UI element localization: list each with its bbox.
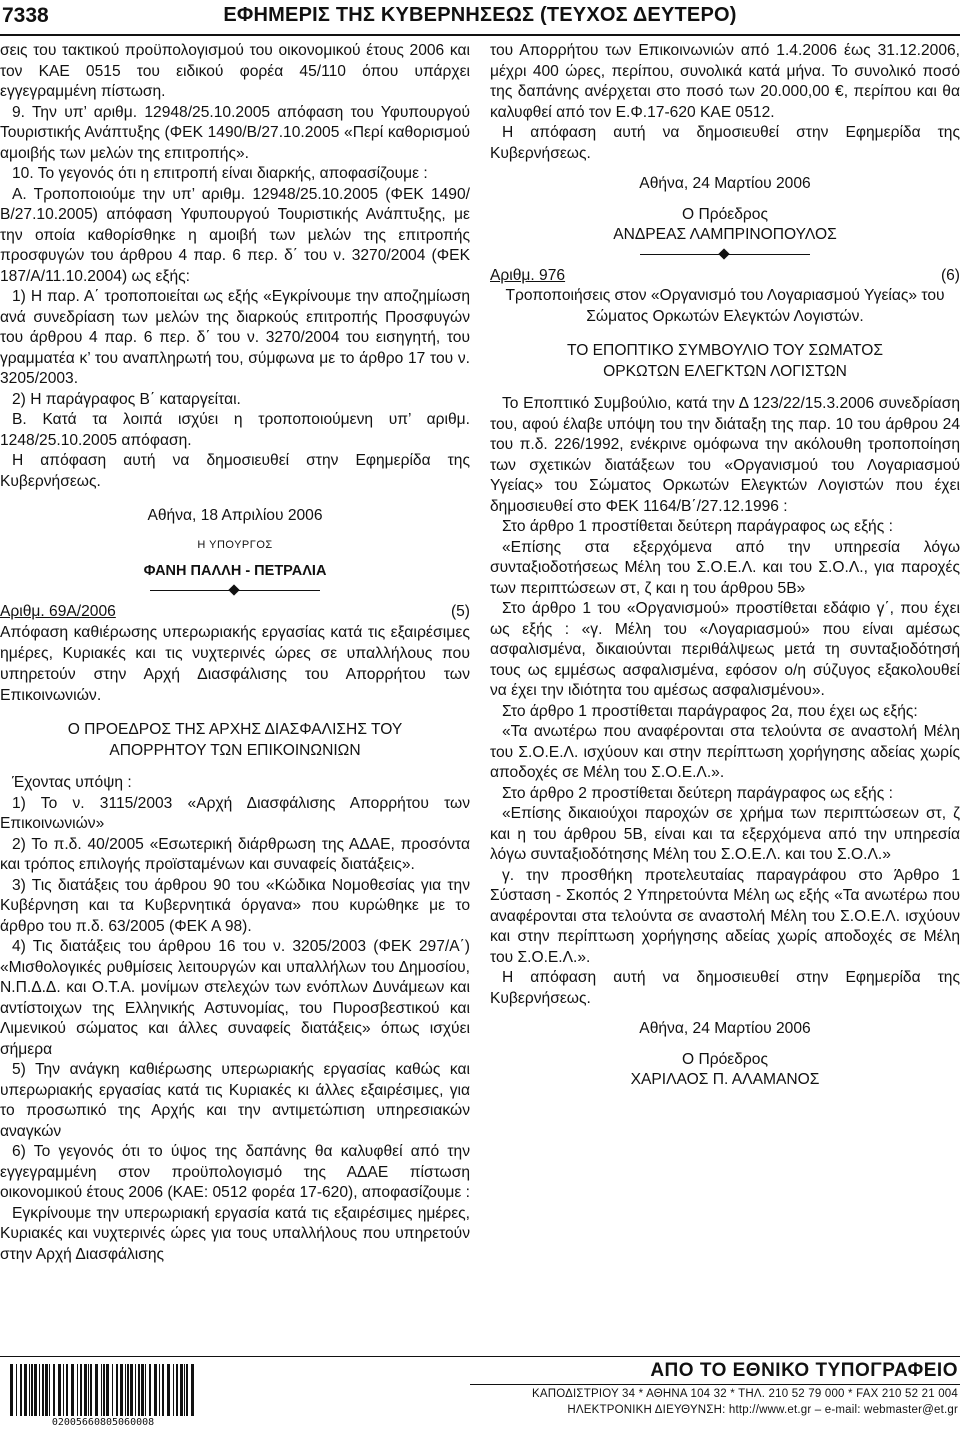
place-date: Αθήνα, 24 Μαρτίου 2006 [639,175,811,192]
paragraph: Το Εποπτικό Συμβούλιο, κατά την Δ 123/22/15.3.2006 συνεδρίαση του, αφού έλαβε υπόψη του την διάταξη της παρ. 10 του άρθρου 24 του π.δ. 226/1992, ενέκρινε ομόφωνα την ακόλουθη τροποποίηση των σχετικών διατάξεων του «Οργανισμού του Λογαριασμού Υγείας» του Σώματος Ορκωτών Ελεγκτών Λογιστών που έχει δημοσιευθεί στο ΦΕΚ 1164/Β΄/27.12.1996 : [490,395,960,515]
paragraph: 6) Το γεγονός ότι το ύψος της δαπάνης θα καλυφθεί από την εγγεγραμμένη στον προϋπολογισμό της ΑΔΑΕ πίστωση οικονομικού έτους 2006 (ΚΑΕ: 0512 φορέα 17-620), αποφασίζουμε : [0,1143,470,1201]
authority-heading [0,720,470,761]
header-rule [0,34,960,36]
spacer [490,1040,960,1050]
decision-sequence: (6) [940,266,960,284]
decision-number: Αριθμ. 69Α/2006 [0,602,116,620]
diamond-icon [228,584,239,595]
minister-name: ΦΑΝΗ ΠΑΛΛΗ - ΠΕΤΡΑΛΙΑ [143,563,327,579]
place-date: Αθήνα, 18 Απριλίου 2006 [147,507,323,524]
paragraph: «Επίσης στα εξερχόμενα από την υπηρεσία λόγω συνταξιοδοτήσεως Μέλη του Σ.Ο.Ε.Λ. και του Σ.Ο.Λ., για παροχές των περιπτώσεων στ, ζ και η του άρθρου 5Β» [490,538,960,597]
left-column [0,41,470,1265]
paragraph: Η απόφαση αυτή να δημοσιευθεί στην Εφημερίδα της Κυβερνήσεως. [490,969,960,1007]
barcode-number: 02005660805060008 [51,1417,155,1428]
paragraph: 2) Η παράγραφος Β΄ καταργείται. [12,390,241,408]
paragraph: σεις του τακτικού προϋπολογισμού του οικονομικού έτους 2006 και τον ΚΑΕ 0515 του ειδικού φορέα 45/110 όπου υπάρχει εγγεγραμμένη πίστωση. [0,42,470,100]
decision-header [0,602,470,623]
paragraph: 3) Τις διατάξεις του άρθρου 90 του «Κώδικα Νομοθεσίας για την Κυβέρνηση και τα Κυβερνητικά όργανα» που κυρώθηκε με το άρθρο του π.δ. 63/2005 (ΦΕΚ Α 98). [0,876,470,935]
spacer [0,492,470,502]
right-column [490,41,960,1091]
gazette-title: ΕΦΗΜΕΡΙΣ ΤΗΣ ΚΥΒΕΡΝΗΣΕΩΣ (ΤΕΥΧΟΣ ΔΕΥΤΕΡΟ) [223,4,737,26]
page-number: 7338 [2,4,49,27]
authority-heading [490,341,960,382]
decision-sequence: (5) [450,602,470,620]
paragraph: Έχοντας υπόψη : [12,774,132,791]
section-divider [640,250,810,260]
barcode-icon [8,1364,198,1416]
barcode [8,1364,198,1430]
paragraph: του Απορρήτου των Επικοινωνιών από 1.4.2006 έως 31.12.2006, μέχρι 400 ώρες, περίπου, συνολικά κατά μήνα. Το συνολικό ποσό της δαπάνης ανέρχεται στο ποσό των 20.000,00 €, περίπου και θα καλυφθεί από τον Ε.Φ.17-620 ΚΑΕ 0512. [490,42,960,121]
page-header [0,0,960,36]
paragraph: γ. την προσθήκη προτελευταίας παραγράφου στο Άρθρο 1 Σύσταση - Σκοπός 2 Υπηρετούντα Μέλη ως εξής «Τα ανωτέρω που αναφέρονται στα τελούντα σε αναστολή Μέλη του Σ.Ο.Ε.Λ. ισχύουν και στην περίπτωση χορήγησης αδείας χωρίς αποδοχές σε Μέλη του Σ.Ο.Ε.Λ.». [490,866,960,966]
paragraph: 2) Το π.δ. 40/2005 «Εσωτερική διάρθρωση της ΑΔΑΕ, προσόντα και τρόπος επιλογής προϊσταμένων και συναφείς διατάξεις». [0,835,470,873]
paragraph: 4) Τις διατάξεις του άρθρου 16 του ν. 3205/2003 (ΦΕΚ 297/Α΄) «Μισθολογικές ρυθμίσεις λειτουργών και υπαλλήλων του Δημοσίου, Ν.Π.Δ.Δ. και Ο.Τ.Α. μονίμων στελεχών των ενόπλων Δυνάμεων και αντίστοιχων της Ελληνικής Αστυνομίας, του Πυροσβεστικού και Λιμενικού σώματος και άλλες συναφείς διατάξεις» όπως ισχύει σήμερα [0,938,470,1058]
decision-title: Τροποποιήσεις στον «Οργανισμό του Λογαριασμού Υγείας» του Σώματος Ορκωτών Ελεγκτών Λογιστών. [505,287,945,325]
paragraph: Α. Τροποποιούμε την υπ’ αριθμ. 12948/25.10.2005 (ΦΕΚ 1490/Β/27.10.2005) απόφαση Υφυπουργού Τουριστικής Ανάπτυξης, με την οποία καθορίσθηκε η αμοιβή των μελών της επιτροπής προσφυγών του άρθρου 4 παρ. 6 περ. δ΄ του ν. 3270/2004 (ΦΕΚ 187/Α/11.10.2004) ως εξής: [0,185,470,285]
place-date: Αθήνα, 24 Μαρτίου 2006 [639,1020,811,1037]
paragraph: 5) Την ανάγκη καθιέρωσης υπερωριακής εργασίας καθώς και υπερωριακής εργασίας κατά τις Κυριακές κι άλλες εξαιρέσιμες, για το προσωπικό της Αρχής και την αντιμετώπιση υπηρεσιακών αναγκών [0,1061,470,1140]
paragraph: 10. Το γεγονός ότι η επιτροπή είναι διαρκής, αποφασίζουμε : [12,165,428,182]
authority-line: ΟΡΚΩΤΩΝ ΕΛΕΓΚΤΩΝ ΛΟΓΙΣΤΩΝ [603,362,847,380]
paragraph: Η απόφαση αυτή να δημοσιευθεί στην Εφημερίδα της Κυβερνήσεως. [0,452,470,490]
paragraph: Στο άρθρο 2 προστίθεται δεύτερη παράγραφος ως εξής : [502,784,893,802]
footer-rule [0,1356,960,1357]
paragraph: «Επίσης δικαιούχοι παροχών σε χρήμα των περιπτώσεων στ, ζ και η του άρθρου 5Β, είναι και τα εξερχόμενα από την υπηρεσία λόγω συνταξιοδότησης Μέλη του Σ.Ο.Ε.Λ. και του Σ.Ο.Λ.» [490,805,960,863]
printer-name: ΑΠΟ ΤΟ ΕΘΝΙΚΟ ΤΥΠΟΓΡΑΦΕΙΟ [650,1360,958,1381]
section-divider [150,586,320,596]
spacer [490,195,960,205]
paragraph: 1) Το ν. 3115/2003 «Αρχή Διασφάλισης Απορρήτου των Επικοινωνιών» [0,794,470,832]
paragraph: Στο άρθρο 1 προστίθεται παράγραφος 2α, που έχει ως εξής: [502,702,918,720]
authority-line: ΤΟ ΕΠΟΠΤΙΚΟ ΣΥΜΒΟΥΛΙΟ ΤΟΥ ΣΩΜΑΤΟΣ [566,342,884,359]
paragraph: 1) Η παρ. Α΄ τροποποιείται ως εξής «Εγκρίνουμε την αποζημίωση ανά συνεδρίαση των μελών της διαρκούς επιτροπής Προσφυγών του άρθρου 4 παρ. 6 περ. δ΄ του ν. 3270/2004 του εισηγητή, του γραμματέα κ’ του αναπληρωτή του, σύμφωνα με το άρθρο 17 του ν. 3205/2003. [0,288,470,387]
paragraph: «Τα ανωτέρω που αναφέρονται στα τελούντα σε αναστολή Μέλη του Σ.Ο.Ε.Λ. ισχύουν και στην περίπτωση χορήγησης αδείας χωρίς αποδοχές σε Μέλη του Σ.Ο.Ε.Λ.». [490,723,960,781]
spacer [490,164,960,174]
spacer [490,1009,960,1019]
authority-line: Ο ΠΡΟΕΔΡΟΣ ΤΗΣ ΑΡΧΗΣ ΔΙΑΣΦΑΛΙΣΗΣ ΤΟΥ [67,721,403,738]
footer-rule [470,1384,960,1385]
page-footer [0,1356,960,1432]
signer-name: ΧΑΡΙΛΑΟΣ Π. ΑΛΑΜΑΝΟΣ [630,1071,820,1088]
printer-web: ΗΛΕΚΤΡΟΝΙΚΗ ΔΙΕΥΘΥΝΣΗ: http://www.et.gr – e-mail: webmaster@et.gr [567,1404,958,1416]
paragraph: Εγκρίνουμε την υπερωριακή εργασία κατά τις εξαιρέσιμες ημέρες, Κυριακές και νυχτερινές ώρες για τους υπαλλήλους που υπηρετούν στην Αρχή Διασφάλισης [0,1204,470,1263]
signer-title: Ο Πρόεδρος [682,205,768,223]
authority-line: ΑΠΟΡΡΗΤΟΥ ΤΩΝ ΕΠΙΚΟΙΝΩΝΙΩΝ [109,741,361,759]
decision-number: Αριθμ. 976 [490,266,566,284]
minister-title: Η ΥΠΟΥΡΓΟΣ [197,538,273,551]
signer-name: ΑΝΔΡΕΑΣ ΛΑΜΠΡΙΝΟΠΟΥΛΟΣ [613,226,837,243]
decision-header [490,266,960,287]
printer-address: ΚΑΠΟΔΙΣΤΡΙΟΥ 34 * ΑΘΗΝΑ 104 32 * ΤΗΛ. 210 52 79 000 * FAX 210 52 21 004 [531,1388,958,1400]
paragraph: Στο άρθρο 1 προστίθεται δεύτερη παράγραφος ως εξής : [502,518,893,535]
diamond-icon [718,248,729,259]
signer-title: Ο Πρόεδρος [682,1050,768,1068]
paragraph: Η απόφαση αυτή να δημοσιευθεί στην Εφημερίδα της Κυβερνήσεως. [490,124,960,162]
paragraph: Β. Κατά τα λοιπά ισχύει η τροποποιούμενη υπ’ αριθμ. 1248/25.10.2005 απόφαση. [0,411,470,449]
paragraph: 9. Την υπ’ αριθμ. 12948/25.10.2005 απόφαση του Υφυπουργού Τουριστικής Ανάπτυξης (ΦΕΚ 1490/Β/27.10.2005 «Περί καθορισμού αμοιβής των μελών της επιτροπής». [0,103,470,162]
decision-title: Απόφαση καθιέρωσης υπερωριακής εργασίας κατά τις εξαιρέσιμες ημέρες, Κυριακές και τις νυχτερινές ώρες σε υπαλλήλους που υπηρετούν στην Αρχή Διασφάλισης του Απορρήτου των Επικοινωνιών. [0,624,470,704]
paragraph: Στο άρθρο 1 του «Οργανισμού» προστίθεται εδάφιο γ΄, που έχει ως εξής : «γ. Μέλη του «Λογαριασμού» που είναι αμέσως ασφαλισμένα, δικαιούνται περιθάλψεως μετά τη συνταξιοδότησή τους ως εμμέσως ασφαλισμένα, εφόσον ο/η σύζυγος εξακολουθεί να έχει την ιδιότητα του αμέσως ασφαλισμένου». [490,600,960,699]
